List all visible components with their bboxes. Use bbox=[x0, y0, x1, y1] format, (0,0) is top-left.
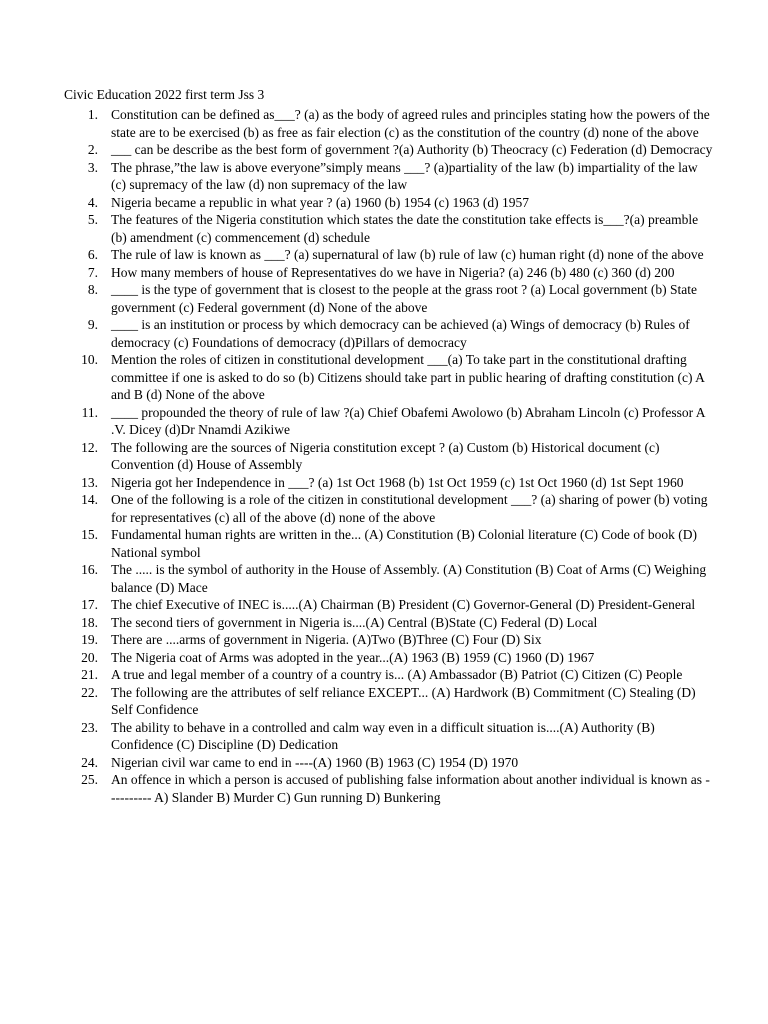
question-number: 17. bbox=[81, 597, 98, 612]
question-text: An offence in which a person is accused of publishing false information about another individual is known as ---------- A) Slander B) Murder C) Gun running D) Bunkering bbox=[111, 772, 710, 805]
question-item bbox=[64, 159, 714, 194]
question-text: ____ is the type of government that is closest to the people at the grass root ? (a) Local government (b) State government (c) Federal government (d) None of the above bbox=[111, 282, 697, 315]
question-number: 10. bbox=[81, 352, 98, 367]
question-text: The ability to behave in a controlled and calm way even in a difficult situation is....(A) Authority (B) Confidence (C) Discipline (D) Dedication bbox=[111, 719, 655, 752]
question-text: The ..... is the symbol of authority in the House of Assembly. (A) Constitution (B) Coat of Arms (C) Weighing balance (D) Mace bbox=[111, 562, 707, 595]
question-text: The following are the attributes of self reliance EXCEPT... (A) Hardwork (B) Commitment (C) Stealing (D) Self Confidence bbox=[111, 684, 696, 717]
question-number: 22. bbox=[81, 684, 98, 700]
question-item bbox=[64, 439, 714, 474]
question-number: 20. bbox=[81, 649, 98, 665]
question-item bbox=[64, 754, 714, 772]
question-number: 7. bbox=[87, 264, 98, 280]
question-number: 19. bbox=[81, 632, 98, 647]
question-item bbox=[64, 246, 714, 264]
question-text: The phrase,”the law is above everyone”simply means ___? (a)partiality of the law (b) impartiality of the law (c) supremacy of the law (d) non supremacy of the law bbox=[111, 159, 698, 192]
question-number: 2. bbox=[87, 142, 98, 157]
question-item bbox=[64, 211, 714, 246]
question-item bbox=[64, 404, 714, 439]
question-text: The second tiers of government in Nigeria is....(A) Central (B)State (C) Federal (D) Local bbox=[111, 614, 598, 630]
question-text: One of the following is a role of the citizen in constitutional development ___? (a) sharing of power (b) voting for representatives (c) all of the above (d) none of the above bbox=[111, 492, 708, 525]
question-item bbox=[64, 649, 714, 667]
question-number: 18. bbox=[81, 614, 98, 630]
document-title: Civic Education 2022 first term Jss 3 bbox=[64, 87, 265, 102]
question-number: 3. bbox=[87, 159, 98, 175]
question-item bbox=[64, 631, 714, 649]
question-number: 21. bbox=[81, 667, 98, 682]
question-item bbox=[64, 316, 714, 351]
question-item bbox=[64, 771, 714, 806]
question-text: There are ....arms of government in Nigeria. (A)Two (B)Three (C) Four (D) Six bbox=[111, 632, 542, 647]
question-item bbox=[64, 666, 714, 684]
question-number: 24. bbox=[81, 754, 98, 770]
question-text: Constitution can be defined as___? (a) as the body of agreed rules and principles stating how the powers of the state are to be exercised (b) as free as fair election (c) as the constitution of the country (d) none of the above bbox=[111, 107, 710, 140]
question-number: 11. bbox=[81, 404, 98, 420]
question-number: 5. bbox=[87, 212, 98, 227]
question-text: ___ can be describe as the best form of government ?(a) Authority (b) Theocracy (c) Federation (d) Democracy bbox=[111, 142, 713, 157]
question-number: 25. bbox=[81, 772, 98, 787]
question-list bbox=[64, 106, 714, 806]
question-number: 23. bbox=[81, 719, 98, 735]
question-text: Nigerian civil war came to end in ----(A) 1960 (B) 1963 (C) 1954 (D) 1970 bbox=[111, 754, 519, 770]
question-text: A true and legal member of a country of a country is... (A) Ambassador (B) Patriot (C) Citizen (C) People bbox=[111, 667, 683, 682]
question-item bbox=[64, 684, 714, 719]
question-number: 6. bbox=[87, 247, 98, 262]
question-number: 14. bbox=[81, 492, 98, 507]
question-number: 15. bbox=[81, 527, 98, 542]
question-text: Nigeria got her Independence in ___? (a) 1st Oct 1968 (b) 1st Oct 1959 (c) 1st Oct 1960 (d) 1st Sept 1960 bbox=[111, 474, 684, 490]
question-number: 9. bbox=[87, 317, 98, 332]
question-number: 12. bbox=[81, 439, 98, 455]
question-item bbox=[64, 264, 714, 282]
question-item bbox=[64, 561, 714, 596]
question-number: 8. bbox=[87, 282, 98, 297]
question-text: Nigeria became a republic in what year ? (a) 1960 (b) 1954 (c) 1963 (d) 1957 bbox=[111, 194, 529, 210]
question-text: ____ is an institution or process by which democracy can be achieved (a) Wings of democracy (b) Rules of democracy (c) Foundations of democracy (d)Pillars of democracy bbox=[111, 317, 690, 350]
question-number: 13. bbox=[81, 474, 98, 490]
question-item bbox=[64, 474, 714, 492]
question-text: Fundamental human rights are written in the... (A) Constitution (B) Colonial literature (C) Code of book (D) National symbol bbox=[111, 527, 698, 560]
question-item bbox=[64, 281, 714, 316]
question-number: 4. bbox=[87, 194, 98, 210]
question-text: The following are the sources of Nigeria constitution except ? (a) Custom (b) Historical document (c) Convention (d) House of Assembly bbox=[111, 439, 660, 472]
question-item bbox=[64, 351, 714, 404]
question-text: The chief Executive of INEC is.....(A) Chairman (B) President (C) Governor-General (D) President-General bbox=[111, 597, 696, 612]
question-item bbox=[64, 596, 714, 614]
question-number: 16. bbox=[81, 562, 98, 577]
question-text: The rule of law is known as ___? (a) supernatural of law (b) rule of law (c) human right (d) none of the above bbox=[111, 247, 704, 262]
question-item bbox=[64, 719, 714, 754]
question-item bbox=[64, 194, 714, 212]
question-item bbox=[64, 491, 714, 526]
question-item bbox=[64, 141, 714, 159]
question-text: Mention the roles of citizen in constitutional development ___(a) To take part in the constitutional drafting committee if one is asked to do so (b) Citizens should take part in public hearing of drafting constitution (c) A and B (d) None of the above bbox=[111, 352, 705, 402]
question-item bbox=[64, 614, 714, 632]
question-text: How many members of house of Representatives do we have in Nigeria? (a) 246 (b) 480 (c) 360 (d) 200 bbox=[111, 264, 675, 280]
question-item bbox=[64, 106, 714, 141]
question-item bbox=[64, 526, 714, 561]
question-number: 1. bbox=[87, 107, 98, 122]
document-page bbox=[64, 86, 714, 806]
question-text: ____ propounded the theory of rule of law ?(a) Chief Obafemi Awolowo (b) Abraham Lincoln (c) Professor A .V. Dicey (d)Dr Nnamdi Azikiwe bbox=[111, 404, 705, 437]
question-text: The features of the Nigeria constitution which states the date the constitution take effects is___?(a) preamble (b) amendment (c) commencement (d) schedule bbox=[111, 212, 699, 245]
question-text: The Nigeria coat of Arms was adopted in the year...(A) 1963 (B) 1959 (C) 1960 (D) 1967 bbox=[111, 649, 595, 665]
